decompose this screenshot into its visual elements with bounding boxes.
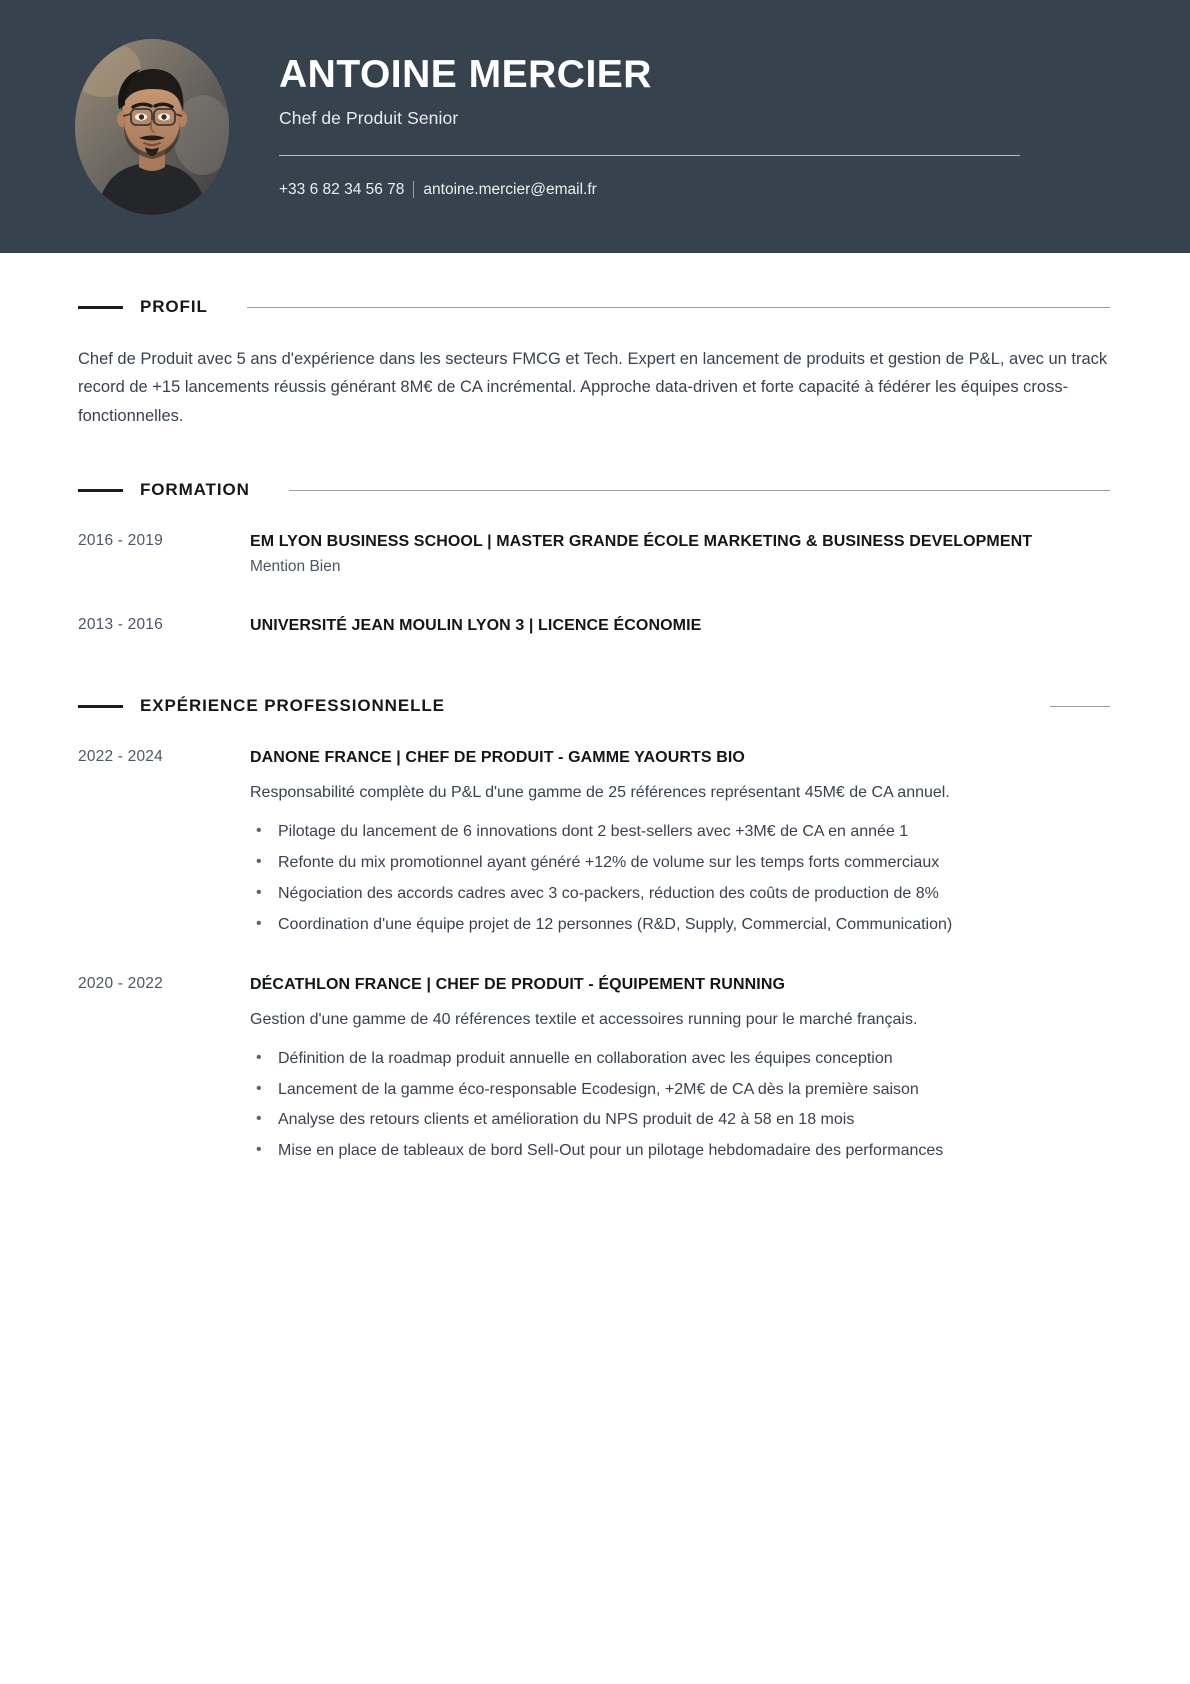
header-divider xyxy=(279,155,1020,156)
section-header-formation xyxy=(78,480,1110,500)
contact-line xyxy=(279,181,1020,199)
section-experience xyxy=(78,696,1110,1169)
list-item: • Analyse des retours clients et amélioration du NPS produit de 42 à 58 en 18 mois xyxy=(250,1107,1110,1134)
list-item: • Coordination d'une équipe projet de 12 personnes (R&D, Supply, Commercial, Communication) xyxy=(250,912,1110,939)
education-title: EM LYON BUSINESS SCHOOL | MASTER GRANDE ÉCOLE MARKETING & BUSINESS DEVELOPMENT xyxy=(250,533,1033,551)
page-title: ANTOINE MERCIER xyxy=(279,53,652,97)
education-title: UNIVERSITÉ JEAN MOULIN LYON 3 | LICENCE ÉCONOMIE xyxy=(250,617,702,635)
list-item: • Négociation des accords cadres avec 3 co-packers, réduction des coûts de production de 8% xyxy=(250,881,1110,908)
email-value: antoine.mercier@email.fr xyxy=(423,180,597,198)
experience-description: Responsabilité complète du P&L d'une gamme de 25 références représentant 45M€ de CA annuel. xyxy=(250,784,950,802)
section-header-experience xyxy=(78,696,1110,716)
experience-title: DANONE FRANCE | CHEF DE PRODUIT - GAMME YAOURTS BIO xyxy=(250,749,745,767)
profil-paragraph: Chef de Produit avec 5 ans d'expérience dans les secteurs FMCG et Tech. Expert en lancement de produits et gestion de P&L, avec un track record de +15 lancements réussis générant 8M€ de CA incrémental. Approche data-driven et forte capacité à fédérer les équipes cross-fonctionnelles. xyxy=(78,350,1108,425)
education-entry xyxy=(78,614,1110,638)
section-header-profil xyxy=(78,297,1110,317)
section-dash-icon xyxy=(78,489,123,492)
experience-bullet-list xyxy=(250,1046,1110,1166)
list-item: • Refonte du mix promotionnel ayant généré +12% de volume sur les temps forts commerciaux xyxy=(250,850,1110,877)
experience-date: 2020 - 2022 xyxy=(78,974,163,992)
section-formation xyxy=(78,480,1110,638)
resume-header xyxy=(0,0,1190,253)
list-item: • Pilotage du lancement de 6 innovations dont 2 best-sellers avec +3M€ de CA en année 1 xyxy=(250,819,1110,846)
section-dash-icon xyxy=(78,705,123,708)
experience-title: DÉCATHLON FRANCE | CHEF DE PRODUIT - ÉQUIPEMENT RUNNING xyxy=(250,975,786,993)
section-dash-icon xyxy=(78,306,123,309)
experience-date: 2022 - 2024 xyxy=(78,748,163,766)
section-title: FORMATION xyxy=(140,480,250,500)
phone-value: +33 6 82 34 56 78 xyxy=(279,180,405,198)
section-title: PROFIL xyxy=(140,297,208,316)
experience-bullet-list xyxy=(250,819,1110,939)
list-item: • Définition de la roadmap produit annuelle en collaboration avec les équipes conception xyxy=(250,1046,1110,1073)
job-title: Chef de Produit Senior xyxy=(279,107,459,128)
list-item: • Lancement de la gamme éco-responsable Ecodesign, +2M€ de CA dès la première saison xyxy=(250,1077,1110,1104)
experience-entry xyxy=(78,973,1110,1169)
section-title: EXPÉRIENCE PROFESSIONNELLE xyxy=(140,696,445,716)
section-rule xyxy=(289,490,1110,491)
section-profil xyxy=(78,297,1110,430)
section-rule xyxy=(247,307,1110,308)
experience-entry xyxy=(78,746,1110,942)
contact-separator xyxy=(413,181,414,198)
section-rule xyxy=(1050,706,1110,707)
header-text-block xyxy=(279,54,1190,198)
resume-body xyxy=(0,253,1190,1169)
avatar xyxy=(75,39,229,215)
portrait-photo-icon xyxy=(75,39,229,215)
education-entry xyxy=(78,530,1110,578)
education-date: 2016 - 2019 xyxy=(78,532,163,550)
list-item: • Mise en place de tableaux de bord Sell-Out pour un pilotage hebdomadaire des performances xyxy=(250,1138,1110,1165)
education-subtitle: Mention Bien xyxy=(250,558,341,576)
education-date: 2013 - 2016 xyxy=(78,616,163,634)
experience-description: Gestion d'une gamme de 40 références textile et accessoires running pour le marché français. xyxy=(250,1010,918,1028)
